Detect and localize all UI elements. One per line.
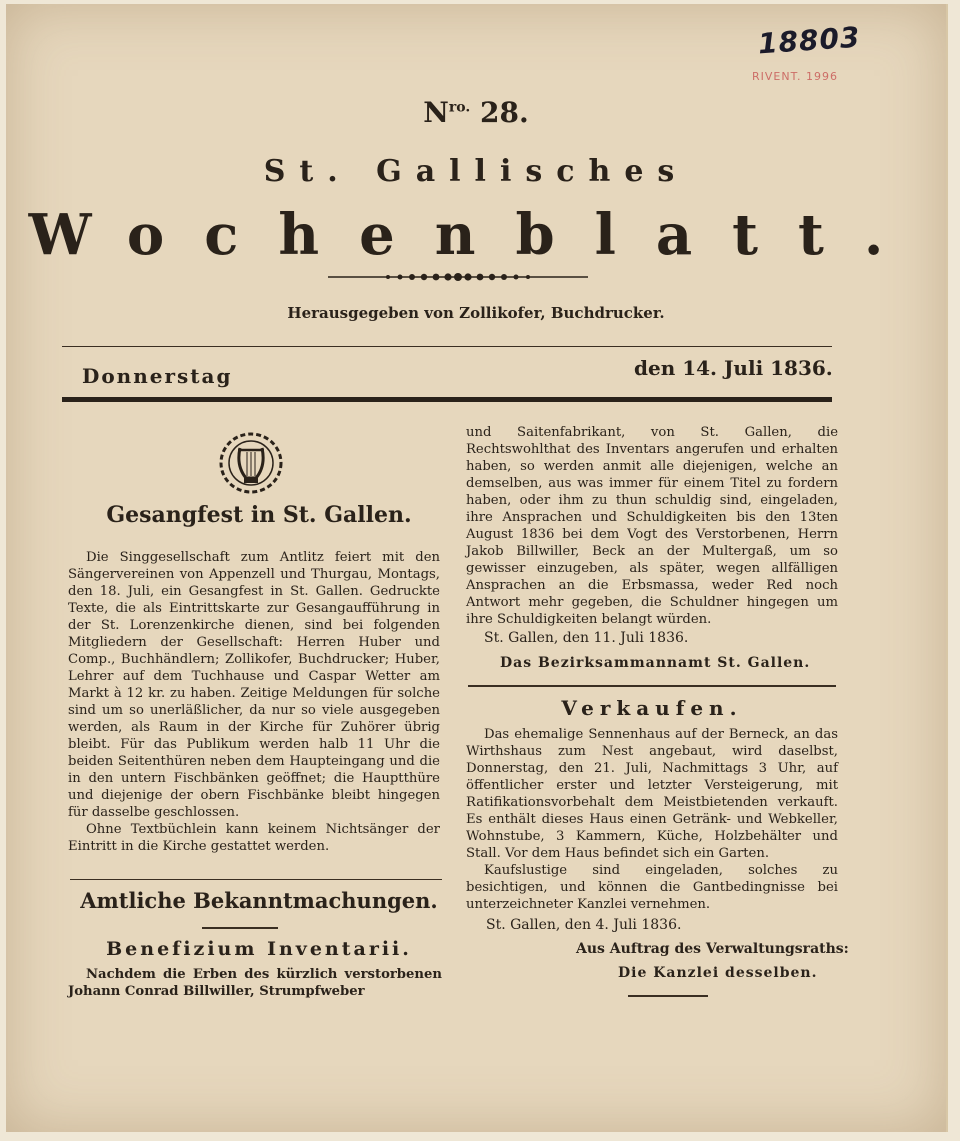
- verkaufen-order-line-2: Die Kanzlei desselben.: [618, 965, 818, 981]
- newspaper-page: [6, 4, 948, 1132]
- verkaufen-article: [466, 726, 838, 913]
- benefizium-continued-text: und Saitenfabrikant, von St. Gallen, die Rechtswohlthat des Inventars angerufen und erhalten haben, so werden anmit alle diejenigen, welche an demselben, aus was immer für einem Titel zu fordern haben, oder ihm zu thun schuldig sind, eingeladen, ihre Ansprachen und Schuldigkeiten bis den 13ten August 1836 bei dem Vogt des Verstorbenen, Herrn Jakob Billwiller, Beck an der Multergaß, um so gewisser einzugeben, als später, wegen allfälligen Ansprachen an die Erbsmassa, weder Red noch Antwort mehr gegeben, die Schuldner hingegen um ihre Schuldigkeiten belangt würden.: [466, 425, 838, 627]
- lyre-wreath-icon: [216, 430, 286, 496]
- masthead-ornament-icon: [328, 270, 588, 284]
- dateline-date: den 14. Juli 1836.: [634, 356, 833, 380]
- benefizium-authority: Das Bezirksammannamt St. Gallen.: [500, 655, 811, 671]
- archive-stamp: RIVENT. 1996: [752, 70, 838, 83]
- gesangfest-article: [68, 549, 440, 855]
- benefizium-text: Nachdem die Erben des kürzlich verstorbenen Johann Conrad Billwiller, Strumpfweber: [68, 967, 442, 999]
- issue-number-prefix: N: [423, 96, 449, 129]
- gesangfest-paragraph-2: Ohne Textbüchlein kann keinem Nichtsänger der Eintritt in die Kirche gestattet werden.: [68, 822, 440, 854]
- benefizium-continued: [466, 424, 838, 628]
- benefizium-article: [68, 966, 442, 1000]
- handwritten-archive-number: 18803: [756, 20, 862, 61]
- gesangfest-paragraph-1: Die Singgesellschaft zum Antlitz feiert mit den Sängervereinen von Appenzell und Thurgau, Montags, den 18. Juli, ein Gesangfest in St. Gallen. Gedruckte Texte, die als Eintrittskarte zur Gesangaufführung in der St. Lorenzenkirche dienen, sind bei folgenden Mitgliedern der Gesellschaft: Herren Huber und Comp., Buchhändlern; Zollikofer, Buchdrucker; Huber, Lehrer auf dem Tuchhause und Caspar Wetter am Markt à 12 kr. zu haben. Zeitige Meldungen für solche sind um so unerläßlicher, da nur so viele ausgegeben werden, als Raum in der Kirche für Zuhörer übrig bleibt. Für das Publikum werden halb 11 Uhr die beiden Seitenthüren neben dem Haupteingang und die in den untern Fischbänken geöffnet; die Hauptthüre und diejenige der obern Fischbänke bleibt hingegen für dasselbe geschlossen.: [68, 550, 440, 820]
- publisher-line: Herausgegeben von Zollikofer, Buchdrucker.: [287, 304, 665, 322]
- issue-number: [6, 96, 946, 129]
- verkaufen-paragraph-1: Das ehemalige Sennenhaus auf der Berneck, an das Wirthshaus zum Nest angebaut, wird daselbst, Donnerstag, den 21. Juli, Nachmittags 3 Uhr, auf öffentlicher erster und letzter Versteigerung, mit Ratifikationsvorbehalt dem Meistbietenden verkauft. Es enthält dieses Haus einen Getränk- und Webkeller, Wohnstube, 3 Kammern, Küche, Holzbehälter und Stall. Vor dem Haus befindet sich ein Garten.: [466, 727, 838, 861]
- dateline-weekday: Donnerstag: [82, 364, 233, 388]
- section-divider-right: [468, 685, 836, 687]
- closing-rule: [628, 995, 708, 997]
- masthead-title-line2: Wochenblatt.: [28, 202, 924, 268]
- dateline-bottom-rule: [62, 397, 832, 402]
- gesangfest-heading: Gesangfest in St. Gallen.: [106, 502, 412, 528]
- verkaufen-heading: Verkaufen.: [561, 696, 743, 720]
- benefizium-heading: Benefizium Inventarii.: [106, 938, 412, 960]
- benefizium-dateline: St. Gallen, den 11. Juli 1836.: [484, 630, 689, 646]
- issue-number-sup: ro.: [448, 99, 471, 116]
- amtliche-heading: Amtliche Bekanntmachungen.: [80, 888, 438, 913]
- verkaufen-order-line-1: Aus Auftrag des Verwaltungsraths:: [576, 941, 849, 957]
- masthead-title-line1: St. Gallisches: [263, 154, 689, 189]
- verkaufen-dateline: St. Gallen, den 4. Juli 1836.: [486, 917, 682, 933]
- issue-number-value: 28.: [479, 96, 529, 129]
- section-divider-left: [70, 879, 442, 880]
- verkaufen-paragraph-2: Kaufslustige sind eingeladen, solches zu besichtigen, und können die Gantbedingnisse bei unterzeichneter Kanzlei vernehmen.: [466, 863, 838, 912]
- amtliche-short-rule: [202, 927, 278, 929]
- dateline-top-rule: [62, 346, 832, 347]
